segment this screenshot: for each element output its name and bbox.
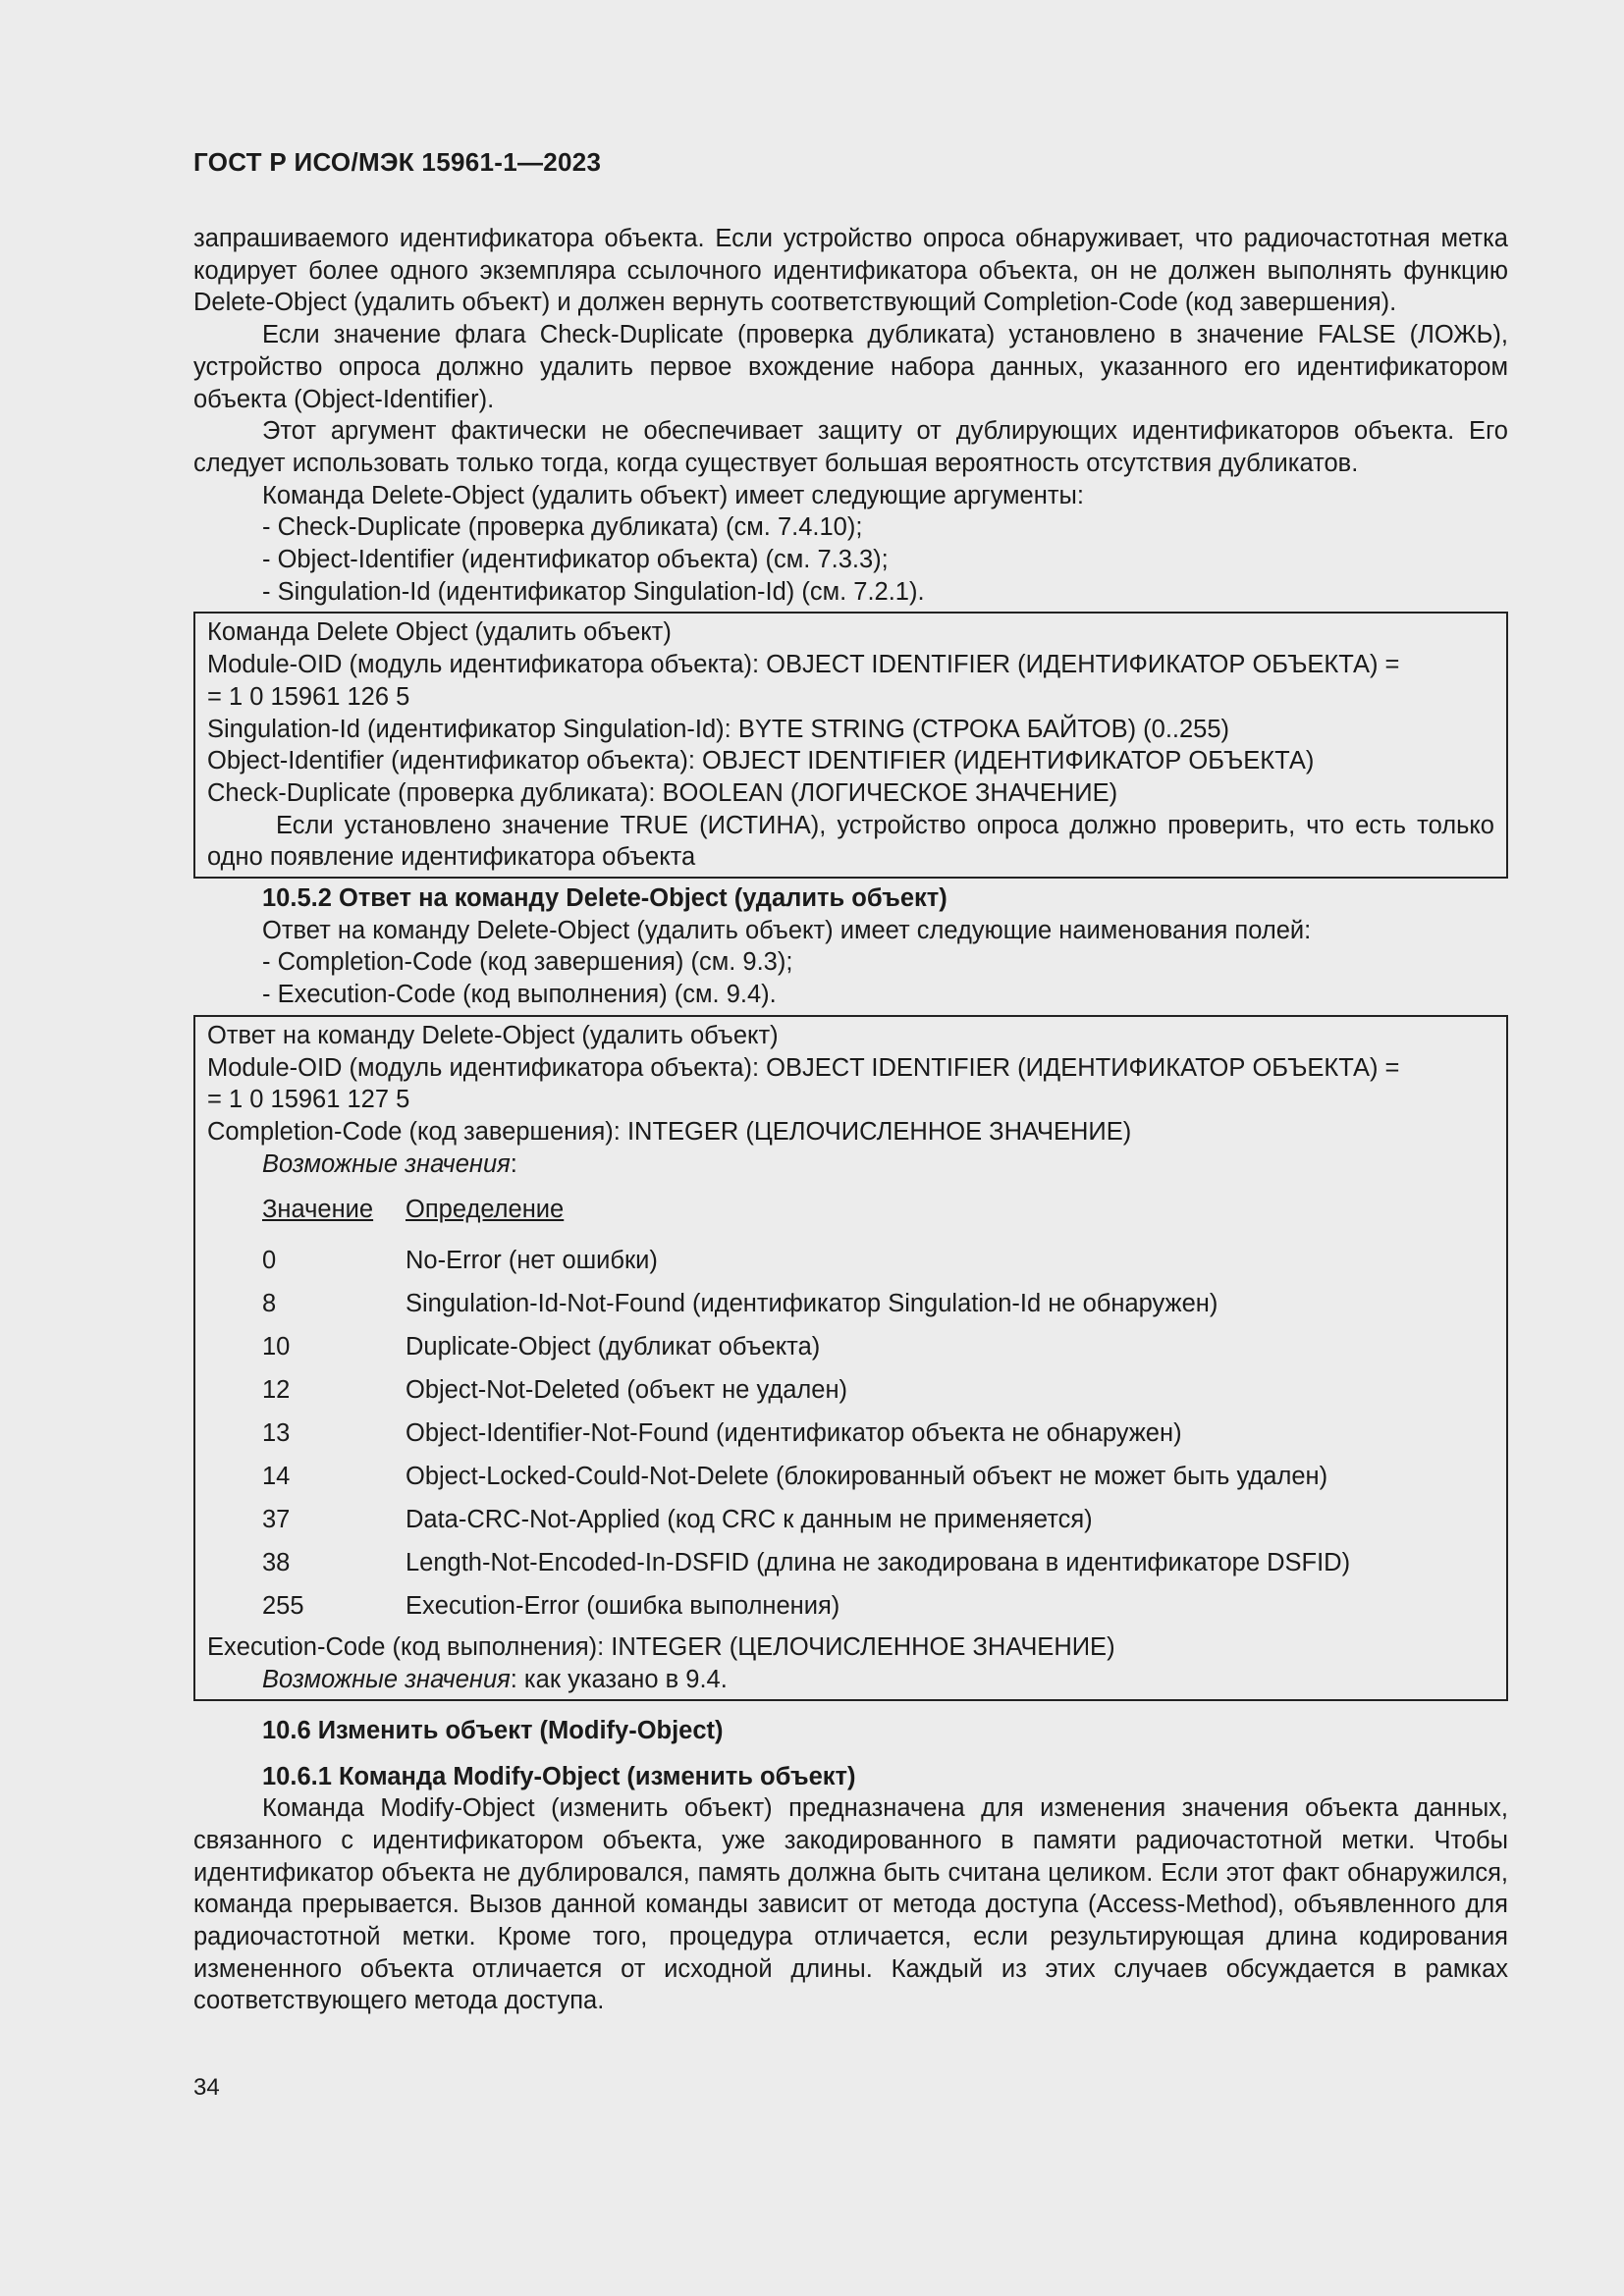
colon: : xyxy=(510,1149,517,1178)
table-row xyxy=(262,1239,1494,1282)
execution-possible-values xyxy=(207,1664,1494,1696)
paragraph: Команда Delete-Object (удалить объект) имеет следующие аргументы: xyxy=(262,481,1084,509)
table-row xyxy=(262,1541,1494,1584)
code-value: 10 xyxy=(262,1333,291,1362)
code-definition: Object-Identifier-Not-Found (идентификатор объекта не обнаружен) xyxy=(406,1419,1182,1448)
possible-values-rest: : как указано в 9.4. xyxy=(510,1666,728,1694)
code-value: 255 xyxy=(262,1592,304,1621)
table-row xyxy=(262,1282,1494,1325)
paragraph: запрашиваемого идентификатора объекта. Если устройство опроса обнаруживает, что радиочастотная метка кодирует более одного экземпляра ссылочного идентификатора объекта, он не должен выполнять функцию Delete-Object (удалить объект) и должен вернуть соответствующий Completion-Code (код завершения). xyxy=(193,225,1508,317)
paragraph: Этот аргумент фактически не обеспечивает защиту от дублирующих идентификаторов объекта. Его следует использовать только тогда, когда существует большая вероятность отсутствия дубликатов. xyxy=(193,417,1508,477)
code-definition: Data-CRC-Not-Applied (код CRC к данным не применяется) xyxy=(406,1506,1093,1534)
table-row xyxy=(262,1498,1494,1541)
page-body xyxy=(193,223,1508,2017)
module-oid-line: Module-OID (модуль идентификатора объекта): OBJECT IDENTIFIER (ИДЕНТИФИКАТОР ОБЪЕКТА) = xyxy=(207,651,1400,679)
section-heading-10-6: 10.6 Изменить объект (Modify-Object) xyxy=(262,1716,724,1744)
box-title: Ответ на команду Delete-Object (удалить объект) xyxy=(207,1021,779,1049)
list-item: - Singulation-Id (идентификатор Singulation-Id) (см. 7.2.1). xyxy=(262,577,925,606)
box-title: Команда Delete Object (удалить объект) xyxy=(207,618,672,647)
page-number: 34 xyxy=(193,2074,220,2101)
code-value: 12 xyxy=(262,1376,291,1405)
execution-code-line: Execution-Code (код выполнения): INTEGER (ЦЕЛОЧИСЛЕННОЕ ЗНАЧЕНИЕ) xyxy=(207,1633,1115,1662)
code-definition: Execution-Error (ошибка выполнения) xyxy=(406,1592,840,1621)
code-definition: Object-Locked-Could-Not-Delete (блокированный объект не может быть удален) xyxy=(406,1463,1328,1491)
list-item: - Completion-Code (код завершения) (см. 9.3); xyxy=(262,948,793,977)
module-oid-value: = 1 0 15961 126 5 xyxy=(207,682,410,711)
code-value: 14 xyxy=(262,1463,291,1491)
table-row xyxy=(262,1455,1494,1498)
document-header: ГОСТ Р ИСО/МЭК 15961-1—2023 xyxy=(193,147,602,177)
table-header-row xyxy=(262,1188,1494,1231)
column-header-value: Значение xyxy=(262,1196,374,1224)
code-value: 38 xyxy=(262,1549,291,1577)
module-oid-value: = 1 0 15961 127 5 xyxy=(207,1086,410,1114)
code-value: 8 xyxy=(262,1290,277,1318)
paragraph: Если значение флага Check-Duplicate (проверка дубликата) установлено в значение FALSE (ЛОЖЬ), устройство опроса должно удалить первое вхождение набора данных, указанного его идентификатором объекта (Object-Identifier). xyxy=(193,321,1508,413)
section-heading-10-5-2: 10.5.2 Ответ на команду Delete-Object (удалить объект) xyxy=(262,884,947,913)
possible-values-text: Возможные значения xyxy=(262,1666,511,1694)
column-header-definition: Определение xyxy=(406,1196,565,1224)
table-row xyxy=(262,1412,1494,1455)
paragraph: Команда Modify-Object (изменить объект) предназначена для изменения значения объекта данных, связанного с идентификатором объекта, уже закодированного в памяти радиочастотной метки. Чтобы идентификатор объекта не дублировался, память должна быть считана целиком. Если этот факт обнаружился, команда прерывается. Вызов данной команды зависит от метода доступа (Access-Method), объявленного для радиочастотной метки. Кроме того, процедура отличается, если результирующая длина кодирования измененного объекта отличается от исходной длины. Каждый из этих случаев обсуждается в рамках соответствующего метода доступа. xyxy=(193,1794,1508,2015)
completion-code-line: Completion-Code (код завершения): INTEGER (ЦЕЛОЧИСЛЕННОЕ ЗНАЧЕНИЕ) xyxy=(207,1117,1132,1146)
delete-object-command-box xyxy=(193,612,1508,879)
list-item: - Object-Identifier (идентификатор объекта) (см. 7.3.3); xyxy=(262,546,889,574)
possible-values-label xyxy=(207,1148,1494,1181)
table-row xyxy=(262,1325,1494,1368)
code-definition: Length-Not-Encoded-In-DSFID (длина не закодирована в идентификаторе DSFID) xyxy=(406,1549,1351,1577)
delete-object-response-box xyxy=(193,1015,1508,1701)
table-row xyxy=(262,1584,1494,1628)
completion-code-table xyxy=(262,1188,1494,1628)
section-heading-10-6-1: 10.6.1 Команда Modify-Object (изменить объект) xyxy=(262,1762,856,1790)
paragraph: Ответ на команду Delete-Object (удалить объект) имеет следующие наименования полей: xyxy=(262,916,1312,944)
check-duplicate-note: Если установлено значение TRUE (ИСТИНА), устройство опроса должно проверить, что есть только одно появление идентификатора объекта xyxy=(207,811,1494,872)
list-item: - Check-Duplicate (проверка дубликата) (см. 7.4.10); xyxy=(262,513,863,542)
code-definition: Duplicate-Object (дубликат объекта) xyxy=(406,1333,821,1362)
check-duplicate-line: Check-Duplicate (проверка дубликата): BOOLEAN (ЛОГИЧЕСКОЕ ЗНАЧЕНИЕ) xyxy=(207,778,1118,807)
code-value: 13 xyxy=(262,1419,291,1448)
table-row xyxy=(262,1368,1494,1412)
code-value: 0 xyxy=(262,1247,277,1275)
singulation-id-line: Singulation-Id (идентификатор Singulation-Id): BYTE STRING (СТРОКА БАЙТОВ) (0..255) xyxy=(207,715,1230,743)
list-item: - Execution-Code (код выполнения) (см. 9.4). xyxy=(262,981,777,1009)
module-oid-line: Module-OID (модуль идентификатора объекта): OBJECT IDENTIFIER (ИДЕНТИФИКАТОР ОБЪЕКТА) = xyxy=(207,1053,1400,1082)
object-identifier-line: Object-Identifier (идентификатор объекта): OBJECT IDENTIFIER (ИДЕНТИФИКАТОР ОБЪЕКТА) xyxy=(207,747,1315,775)
code-value: 37 xyxy=(262,1506,291,1534)
code-definition: Singulation-Id-Not-Found (идентификатор Singulation-Id не обнаружен) xyxy=(406,1290,1218,1318)
code-definition: No-Error (нет ошибки) xyxy=(406,1247,658,1275)
code-definition: Object-Not-Deleted (объект не удален) xyxy=(406,1376,848,1405)
possible-values-text: Возможные значения xyxy=(262,1149,511,1178)
